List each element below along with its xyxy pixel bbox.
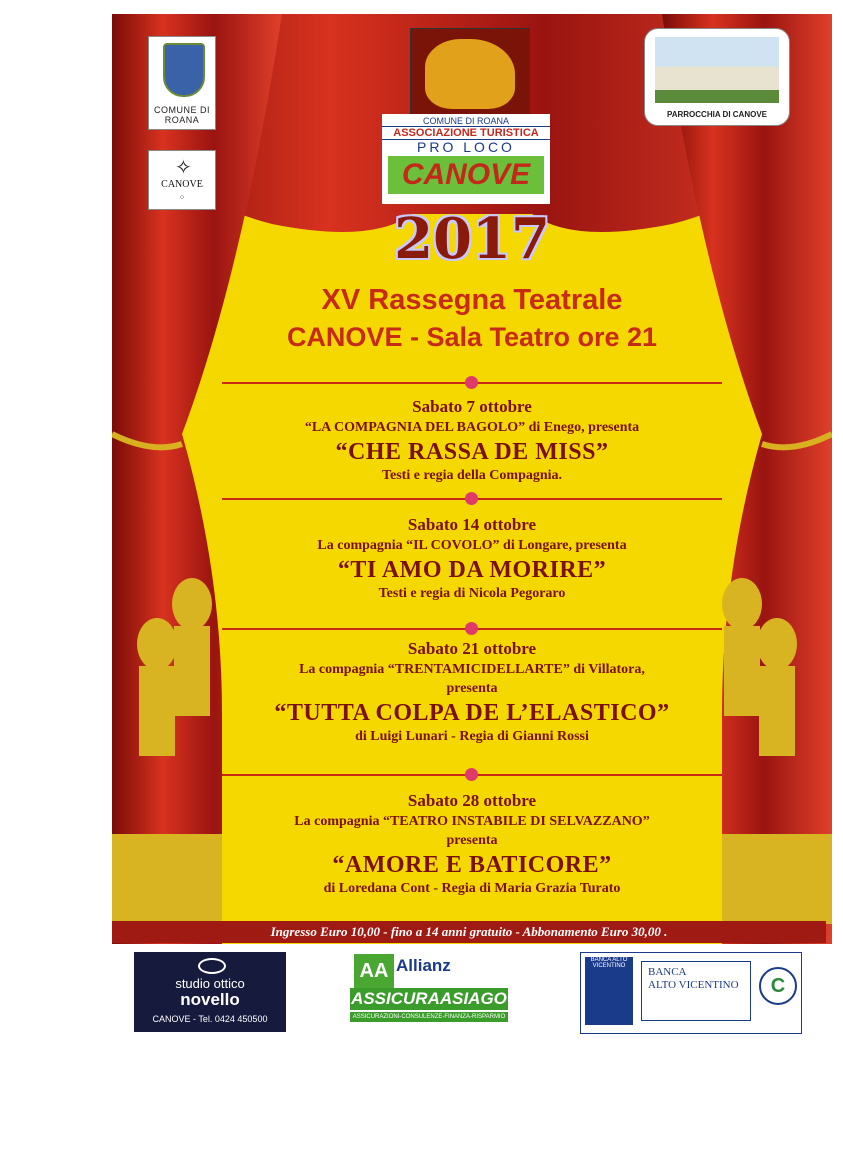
event-4 (202, 790, 742, 898)
bank-line1: BANCA (648, 966, 687, 978)
parrocchia-logo (644, 28, 790, 126)
bank-building-icon: BANCA ALTO VICENTINO (585, 957, 633, 1025)
eye-icon (198, 958, 226, 974)
event-1 (202, 396, 742, 485)
lion-emblem (410, 28, 530, 120)
proloco-logo (382, 114, 550, 204)
event-company: “LA COMPAGNIA DEL BAGOLO” di Enego, presenta (304, 420, 640, 435)
event-title: “CHE RASSA DE MISS” (335, 439, 609, 465)
sponsor-banca (580, 952, 802, 1034)
proloco-line1: COMUNE DI ROANA (422, 116, 509, 126)
event-note: Testi e regia della Compagnia. (381, 468, 563, 483)
sponsor-contact: CANOVE - Tel. 0424 450500 (152, 1014, 268, 1024)
comune-label: COMUNE DI ROANA (154, 105, 210, 125)
dancer-icon: ✧ (175, 157, 192, 179)
event-title: “AMORE E BATICORE” (332, 852, 612, 878)
parrocchia-label: PARROCCHIA DI CANOVE (666, 110, 767, 119)
admission-bar: Ingresso Euro 10,00 - fino a 14 anni gratuito - Abbonamento Euro 30,00 . (112, 921, 826, 943)
event-date: Sabato 28 ottobre (407, 791, 537, 810)
poster (112, 14, 832, 944)
sponsor-name: ASSICURAASIAGO (351, 989, 507, 1008)
event-company: La compagnia “TRENTAMICIDELLARTE” di Villatora, (299, 662, 645, 677)
venue-subtitle: CANOVE - Sala Teatro ore 21 (286, 322, 658, 352)
divider (222, 774, 722, 776)
event-company-2: presenta (446, 833, 498, 848)
comune-roana-logo (148, 36, 216, 130)
event-2 (202, 514, 742, 603)
event-company: La compagnia “IL COVOLO” di Longare, presenta (317, 538, 627, 553)
sponsor-line: studio ottico (175, 976, 245, 991)
proloco-line2: ASSOCIAZIONE TURISTICA (382, 126, 550, 140)
event-company-2: presenta (446, 681, 498, 696)
sponsor-studio-ottico (134, 952, 286, 1032)
event-note: Testi e regia di Nicola Pegoraro (378, 586, 566, 601)
event-note: di Loredana Cont - Regia di Maria Grazia Turato (323, 881, 621, 896)
canove-logo (148, 150, 216, 210)
event-date: Sabato 21 ottobre (407, 639, 537, 658)
divider-dot (465, 492, 478, 505)
event-title: “TI AMO DA MORIRE” (337, 557, 607, 583)
winged-lion-icon (425, 39, 515, 109)
bank-logo-icon: C (759, 967, 797, 1005)
divider (222, 498, 722, 500)
church-image (655, 37, 779, 103)
event-company: La compagnia “TEATRO INSTABILE DI SELVAZZANO” (294, 814, 650, 829)
year-heading: 2017 (394, 206, 550, 272)
sponsor-allianz (340, 952, 516, 1032)
event-note: di Luigi Lunari - Regia di Gianni Rossi (355, 729, 589, 744)
sponsor-tagline: ASSICURAZIONI-CONSULENZE-FINANZA-RISPARMIO (350, 1012, 508, 1022)
canove-logo-label: CANOVE (161, 179, 203, 190)
divider (222, 382, 722, 384)
bank-line2: ALTO VICENTINO (648, 979, 739, 991)
proloco-line3: PRO LOCO (417, 139, 515, 155)
sponsor-name: novello (180, 990, 240, 1009)
proloco-line4: CANOVE (388, 156, 544, 194)
divider (222, 628, 722, 630)
coat-of-arms-icon (163, 43, 205, 97)
divider-dot (465, 622, 478, 635)
dots-icon: ⁘ (178, 193, 186, 202)
event-3 (202, 638, 742, 746)
bank-name-box (641, 961, 751, 1021)
event-date: Sabato 14 ottobre (407, 515, 537, 534)
divider-dot (465, 768, 478, 781)
aa-logo-icon: AA (354, 954, 394, 988)
divider-dot (465, 376, 478, 389)
festival-title: XV Rassegna Teatrale (321, 284, 623, 316)
event-title: “TUTTA COLPA DE L’ELASTICO” (274, 700, 670, 726)
sponsor-brand: Allianz (396, 956, 451, 975)
event-date: Sabato 7 ottobre (412, 397, 532, 416)
